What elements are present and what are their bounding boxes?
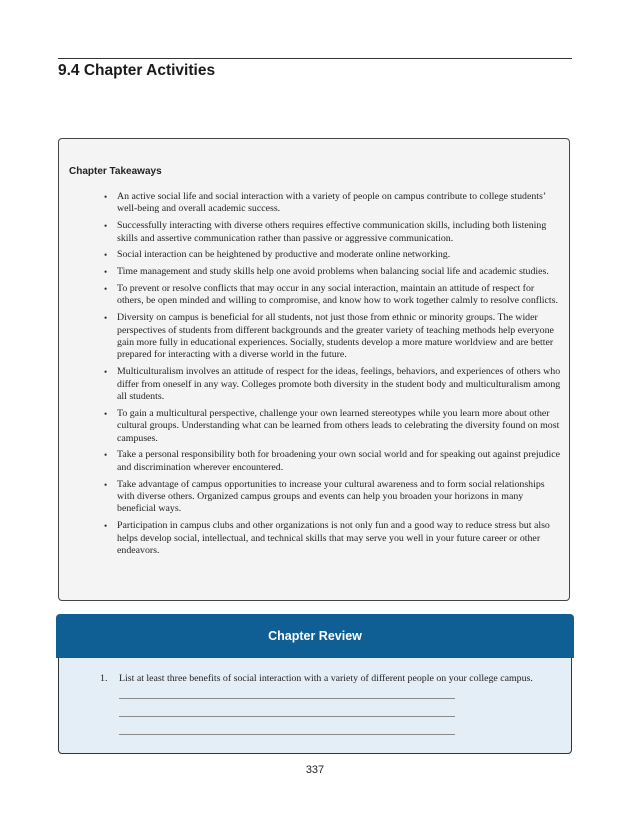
- list-item: • An active social life and social interaction with a variety of people on campus contribute to college students’ well-being and overall academic success.: [117, 191, 563, 216]
- takeaways-list: [117, 191, 563, 562]
- list-item: • Time management and study skills help one avoid problems when balancing social life and academic studies.: [117, 266, 563, 278]
- list-item: • Take a personal responsibility both for broadening your own social world and for speaking out against prejudice and discrimination wherever encountered.: [117, 449, 563, 474]
- answer-line[interactable]: [119, 716, 455, 717]
- top-rule: [58, 58, 572, 59]
- question-text: List at least three benefits of social interaction with a variety of different people on your college campus.: [119, 673, 533, 684]
- list-item: • Participation in campus clubs and other organizations is not only fun and a good way to reduce stress but also helps develop social, intellectual, and technical skills that may serve you well in your future career or other endeavors.: [117, 520, 563, 557]
- list-item: • Diversity on campus is beneficial for all students, not just those from ethnic or minority groups. The wider perspectives of students from different backgrounds and the greater variety of teaching methods help everyone gain more fully in educational experiences. Socially, students develop a more mature worldview and are better prepared for interacting with a diverse world in the future.: [117, 312, 563, 362]
- list-item: • Multiculturalism involves an attitude of respect for the ideas, feelings, behaviors, and experiences of others who differ from oneself in any way. Colleges promote both diversity in the student body and multiculturalism among all students.: [117, 366, 563, 403]
- chapter-takeaways-box: [58, 138, 570, 601]
- list-item: • Take advantage of campus opportunities to increase your cultural awareness and to form social relationships with diverse others. Organized campus groups and events can help you broaden your horizons in many beneficial ways.: [117, 479, 563, 516]
- list-item: • To gain a multicultural perspective, challenge your own learned stereotypes while you learn more about other cultural groups. Understanding what can be learned from others leads to celebrating the diversity found on most campuses.: [117, 408, 563, 445]
- answer-line[interactable]: [119, 734, 455, 735]
- page-number: 337: [305, 764, 325, 776]
- list-item: • Successfully interacting with diverse others requires effective communication skills, including both listening skills and assertive communication rather than passive or aggressive communication.: [117, 220, 563, 245]
- question-number: 1.: [100, 673, 108, 684]
- review-header: [56, 614, 574, 658]
- section-title: 9.4 Chapter Activities: [58, 62, 216, 79]
- list-item: • To prevent or resolve conflicts that may occur in any social interaction, maintain an attitude of respect for others, be open minded and willing to compromise, and know how to work together calmly to resolve conflicts.: [117, 283, 563, 308]
- takeaways-heading: Chapter Takeaways: [69, 166, 162, 177]
- chapter-review-box: [58, 614, 572, 754]
- review-title: Chapter Review: [268, 629, 362, 643]
- answer-line[interactable]: [119, 698, 455, 699]
- list-item: • Social interaction can be heightened by productive and moderate online networking.: [117, 249, 563, 261]
